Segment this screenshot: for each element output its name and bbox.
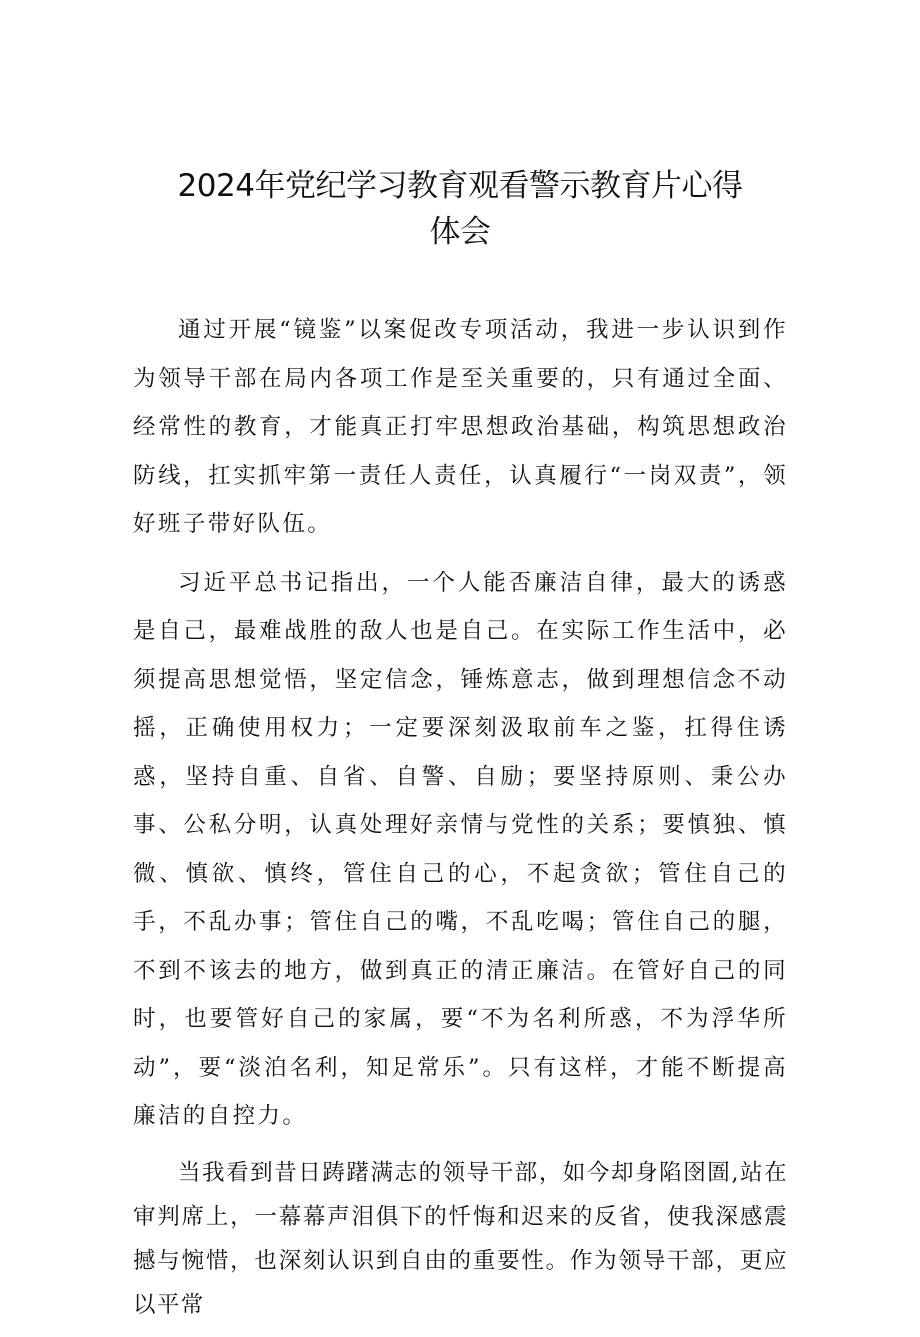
document-title — [130, 163, 790, 255]
document-body — [133, 306, 788, 1337]
paragraph-3: 当我看到昔日踌躇满志的领导干部，如今却身陷囹圄,站在审判席上，一幕幕声泪俱下的忏悔和迟来的反省，使我深感震撼与惋惜，也深刻认识到自由的重要性。作为领导干部，更应以平常 — [133, 1159, 788, 1318]
title-line-2: 体会 — [429, 214, 491, 250]
paragraph-2: 习近平总书记指出，一个人能否廉洁自律，最大的诱惑是自己，最难战胜的敌人也是自己。在实际工作生活中，必须提高思想觉悟，坚定信念，锤炼意志，做到理想信念不动摇，正确使用权力；一定要深刻汲取前车之鉴，扛得住诱惑，坚持自重、自省、自警、自励；要坚持原则、秉公办事、公私分明，认真处理好亲情与党性的关系；要慎独、慎微、慎欲、慎终，管住自己的心，不起贪欲；管住自己的手，不乱办事；管住自己的嘴，不乱吃喝；管住自己的腿，不到不该去的地方，做到真正的清正廉洁。在管好自己的同时，也要管好自己的家属，要“不为名利所惑，不为浮华所动”，要“淡泊名利，知足常乐”。只有这样，才能不断提高廉洁的自控力。 — [133, 569, 788, 1129]
title-line-1: 2024年党纪学习教育观看警示教育片心得 — [177, 168, 743, 204]
paragraph-1: 通过开展“镜鉴”以案促改专项活动，我进一步认识到作为领导干部在局内各项工作是至关重要的，只有通过全面、经常性的教育，才能真正打牢思想政治基础，构筑思想政治防线，扛实抓牢第一责任人责任，认真履行“一岗双责”，领好班子带好队伍。 — [133, 317, 788, 537]
